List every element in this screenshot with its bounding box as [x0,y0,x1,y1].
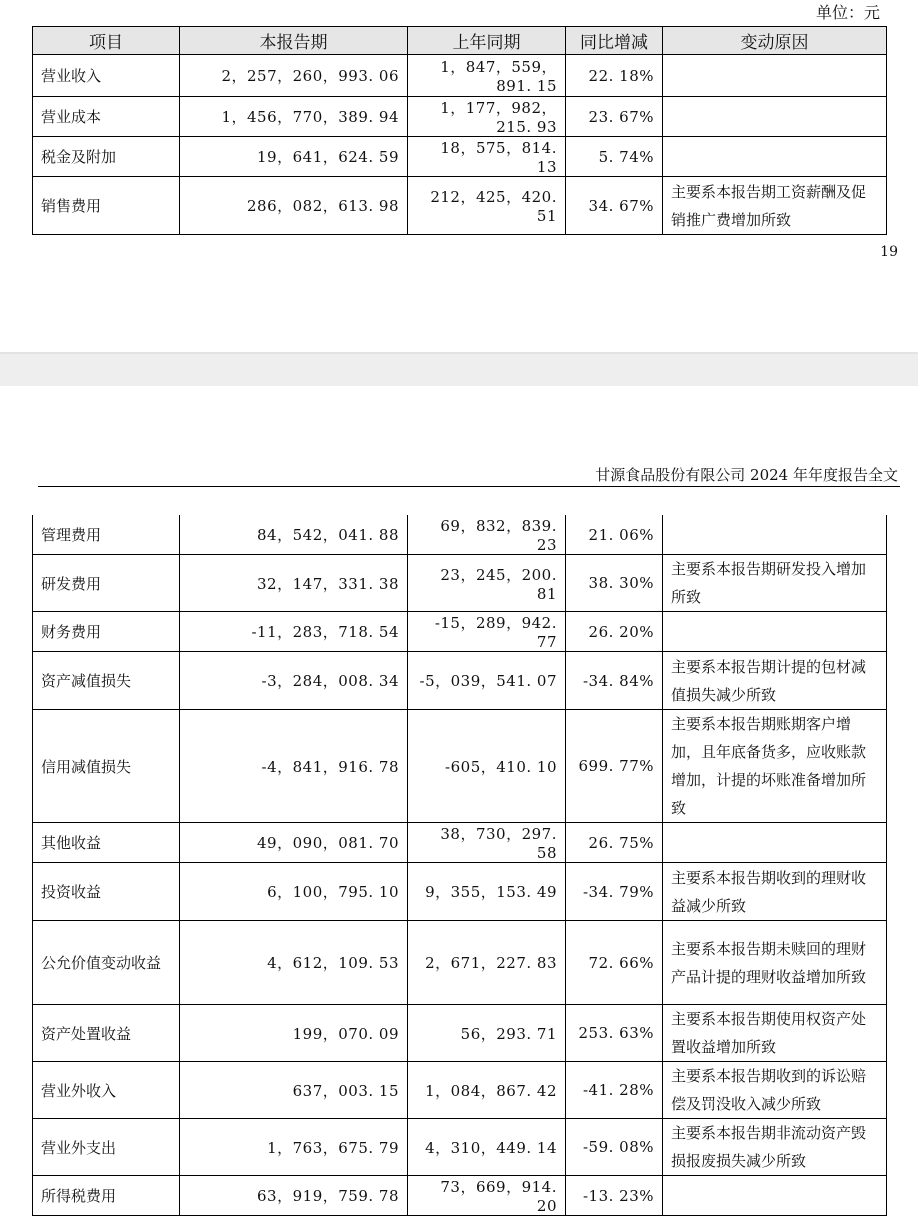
row-item: 销售费用 [33,177,180,235]
row-current: 19，641，624. 59 [180,137,408,177]
row-prior: -15，289，942. 77 [408,612,566,652]
table-row [33,652,887,710]
row-current: 1，456，770，389. 94 [180,97,408,137]
page-number: 19 [880,244,898,260]
report-header-title: 甘源食品股份有限公司 2024 年年度报告全文 [595,466,898,484]
row-change: -34. 79% [566,863,663,921]
row-item: 其他收益 [33,823,180,863]
col-header-current: 本报告期 [180,27,408,55]
row-item: 营业成本 [33,97,180,137]
row-change: -34. 84% [566,652,663,710]
row-item: 资产处置收益 [33,1005,180,1062]
row-reason: 主要系本报告期未赎回的理财产品计提的理财收益增加所致 [663,921,887,1005]
row-item: 财务费用 [33,612,180,652]
row-item: 公允价值变动收益 [33,921,180,1005]
row-reason [663,612,887,652]
row-reason: 主要系本报告期收到的诉讼赔偿及罚没收入减少所致 [663,1062,887,1119]
row-item: 营业外支出 [33,1119,180,1176]
row-prior: 212，425，420. 51 [408,177,566,235]
row-current: 637，003. 15 [180,1062,408,1119]
row-current: -11，283，718. 54 [180,612,408,652]
row-reason [663,97,887,137]
row-prior: 4，310，449. 14 [408,1119,566,1176]
table-row [33,177,887,235]
row-prior: 38，730，297. 58 [408,823,566,863]
row-current: -3，284，008. 34 [180,652,408,710]
table-row [33,1062,887,1119]
col-header-prior: 上年同期 [408,27,566,55]
unit-label: 单位：元 [815,3,880,22]
header-rule [38,486,900,487]
row-reason [663,55,887,97]
row-prior: 1，084，867. 42 [408,1062,566,1119]
page-separator [0,352,918,386]
row-item: 税金及附加 [33,137,180,177]
row-prior: 73，669，914. 20 [408,1176,566,1216]
row-change: 699. 77% [566,710,663,823]
row-current: 286，082，613. 98 [180,177,408,235]
row-item: 信用减值损失 [33,710,180,823]
row-change: 22. 18% [566,55,663,97]
row-change: 26. 20% [566,612,663,652]
row-prior: 23，245，200. 81 [408,555,566,612]
row-current: 199，070. 09 [180,1005,408,1062]
row-reason: 主要系本报告期使用权资产处置收益增加所致 [663,1005,887,1062]
row-item: 管理费用 [33,515,180,555]
row-prior: 9，355，153. 49 [408,863,566,921]
row-change: 253. 63% [566,1005,663,1062]
table-row [33,823,887,863]
col-header-change: 同比增减 [566,27,663,55]
table-row [33,612,887,652]
table-row [33,710,887,823]
table-row [33,97,887,137]
row-change: 23. 67% [566,97,663,137]
row-current: 32，147，331. 38 [180,555,408,612]
row-current: 1，763，675. 79 [180,1119,408,1176]
row-prior: 56，293. 71 [408,1005,566,1062]
income-statement-table-part1 [32,26,887,235]
row-prior: -605，410. 10 [408,710,566,823]
table-row [33,921,887,1005]
row-reason [663,137,887,177]
row-reason [663,823,887,863]
table-header-row [33,27,887,55]
row-prior: 1，177，982，215. 93 [408,97,566,137]
row-prior: 69，832，839. 23 [408,515,566,555]
table-row [33,863,887,921]
row-prior: 18，575，814. 13 [408,137,566,177]
table-row [33,515,887,555]
row-prior: 1，847，559，891. 15 [408,55,566,97]
page-20 [0,386,918,1215]
row-reason: 主要系本报告期非流动资产毁损报废损失减少所致 [663,1119,887,1176]
row-prior: -5，039，541. 07 [408,652,566,710]
row-reason [663,515,887,555]
row-reason: 主要系本报告期账期客户增加，且年底备货多，应收账款增加，计提的坏账准备增加所致 [663,710,887,823]
row-change: -59. 08% [566,1119,663,1176]
row-current: 84，542，041. 88 [180,515,408,555]
row-reason: 主要系本报告期收到的理财收益减少所致 [663,863,887,921]
row-current: 63，919，759. 78 [180,1176,408,1216]
row-reason: 主要系本报告期计提的包材减值损失减少所致 [663,652,887,710]
row-change: 21. 06% [566,515,663,555]
page-19 [0,0,918,352]
row-item: 所得税费用 [33,1176,180,1216]
table-row [33,555,887,612]
table-row [33,1119,887,1176]
row-change: 26. 75% [566,823,663,863]
table-row [33,1005,887,1062]
row-current: 2，257，260，993. 06 [180,55,408,97]
row-item: 资产减值损失 [33,652,180,710]
row-item: 营业收入 [33,55,180,97]
row-item: 投资收益 [33,863,180,921]
row-reason: 主要系本报告期工资薪酬及促销推广费增加所致 [663,177,887,235]
table-row [33,137,887,177]
row-change: -13. 23% [566,1176,663,1216]
col-header-reason: 变动原因 [663,27,887,55]
row-change: 5. 74% [566,137,663,177]
row-item: 营业外收入 [33,1062,180,1119]
row-current: 6，100，795. 10 [180,863,408,921]
table-row [33,55,887,97]
row-change: 72. 66% [566,921,663,1005]
row-item: 研发费用 [33,555,180,612]
row-reason: 主要系本报告期研发投入增加所致 [663,555,887,612]
row-change: 38. 30% [566,555,663,612]
row-current: 4，612，109. 53 [180,921,408,1005]
row-prior: 2，671，227. 83 [408,921,566,1005]
income-statement-table-part2 [32,515,887,1216]
row-current: 49，090，081. 70 [180,823,408,863]
row-current: -4，841，916. 78 [180,710,408,823]
col-header-item: 项目 [33,27,180,55]
row-change: -41. 28% [566,1062,663,1119]
row-change: 34. 67% [566,177,663,235]
